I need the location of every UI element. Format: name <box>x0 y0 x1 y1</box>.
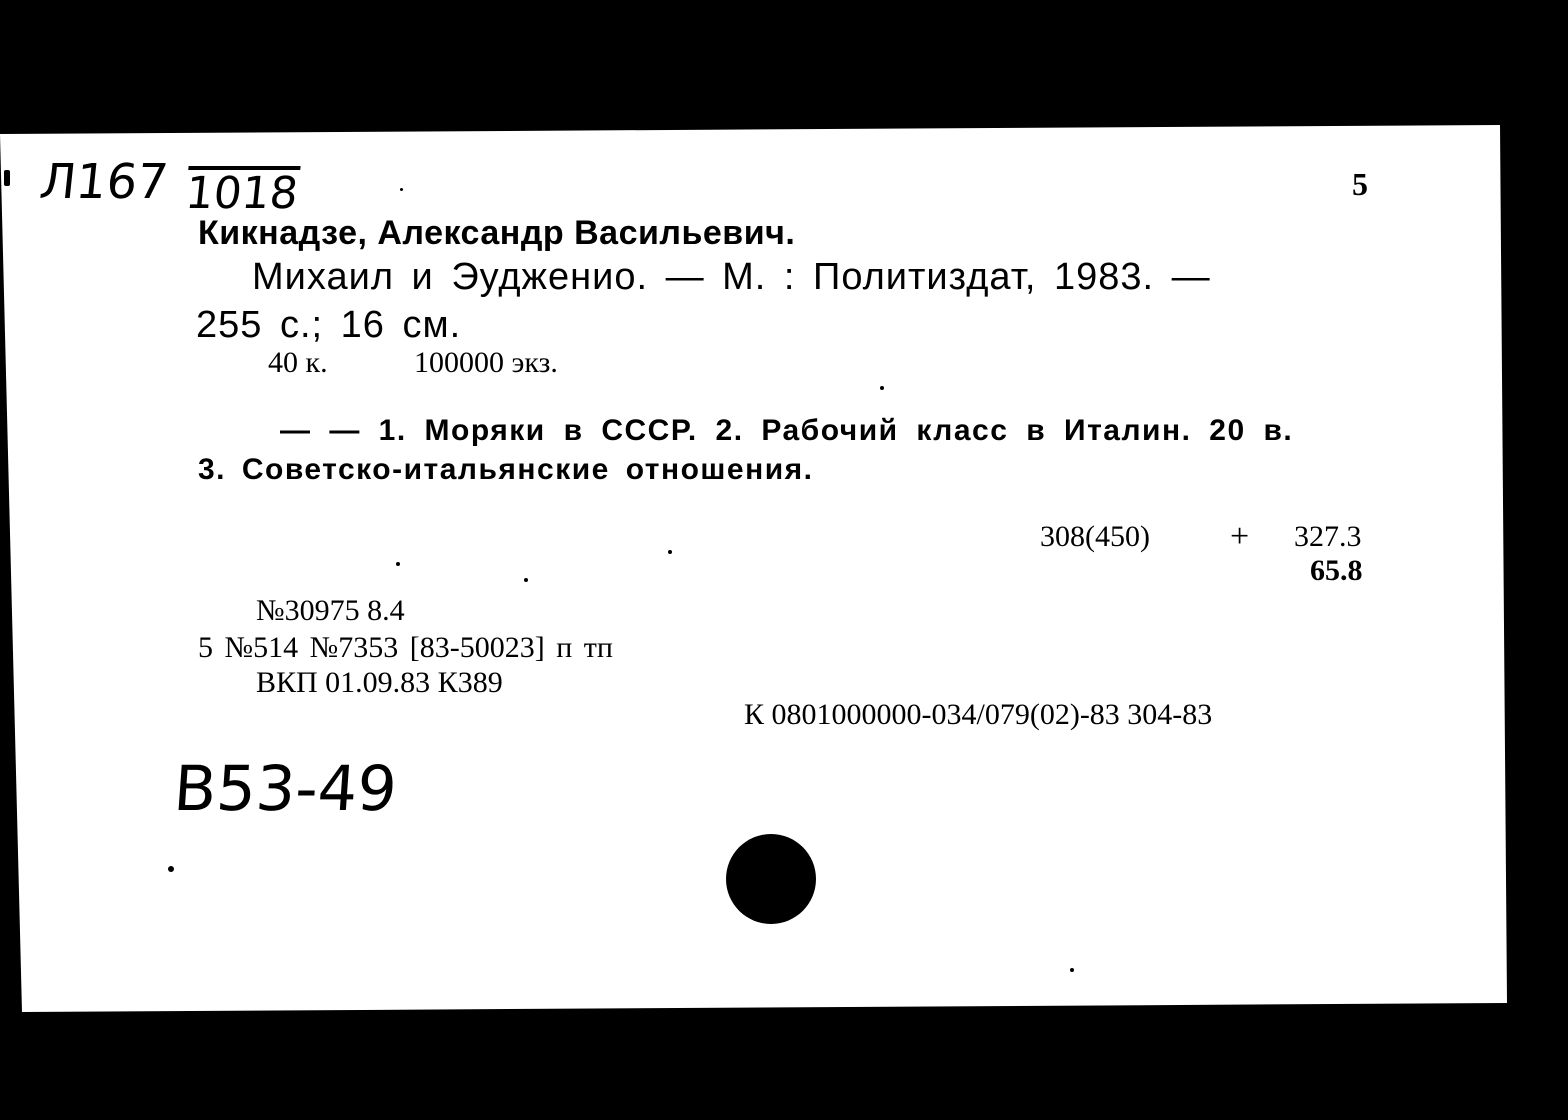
tech-line-2: 5 №514 №7353 [83-50023] п тп <box>198 631 613 664</box>
classification-bbk: 327.3 <box>1294 520 1362 553</box>
subjects-line-1: — — 1. Моряки в СССР. 2. Рабочий класс в Италин. 20 в. <box>280 414 1294 447</box>
bottom-code-line: К 0801000000-034/079(02)-83 304-83 <box>744 698 1213 731</box>
print-run: 100000 экз. <box>414 346 558 379</box>
speck <box>1070 968 1074 972</box>
speck <box>880 386 884 390</box>
pages-line: 255 с.; 16 см. <box>196 304 462 346</box>
title-line: Михаил и Эудженио. — М. : Политиздат, 1983. — <box>252 256 1211 298</box>
handwritten-bottom-code: В53-49 <box>171 752 400 825</box>
speck <box>396 562 400 566</box>
speck <box>668 550 672 554</box>
card-number: 5 <box>1352 166 1368 202</box>
speck <box>168 866 174 872</box>
author-heading: Кикнадзе, Александр Васильевич. <box>198 214 796 252</box>
classification-bbk-2: 65.8 <box>1310 554 1363 587</box>
handwritten-call-number: Л167 <box>37 154 171 210</box>
speck <box>400 188 403 191</box>
tech-line-1: №30975 8.4 <box>256 594 405 627</box>
speck <box>524 578 528 582</box>
handwritten-overlined-number: 1018 <box>183 168 301 219</box>
speck <box>4 170 10 186</box>
subjects-line-2: 3. Советско-итальянские отношения. <box>198 453 814 486</box>
price: 40 к. <box>268 346 328 379</box>
punch-hole <box>726 834 816 924</box>
tech-line-3: ВКП 01.09.83 К389 <box>256 666 503 699</box>
classification-plus: + <box>1230 518 1250 555</box>
classification-udc: 308(450) <box>1040 520 1150 553</box>
